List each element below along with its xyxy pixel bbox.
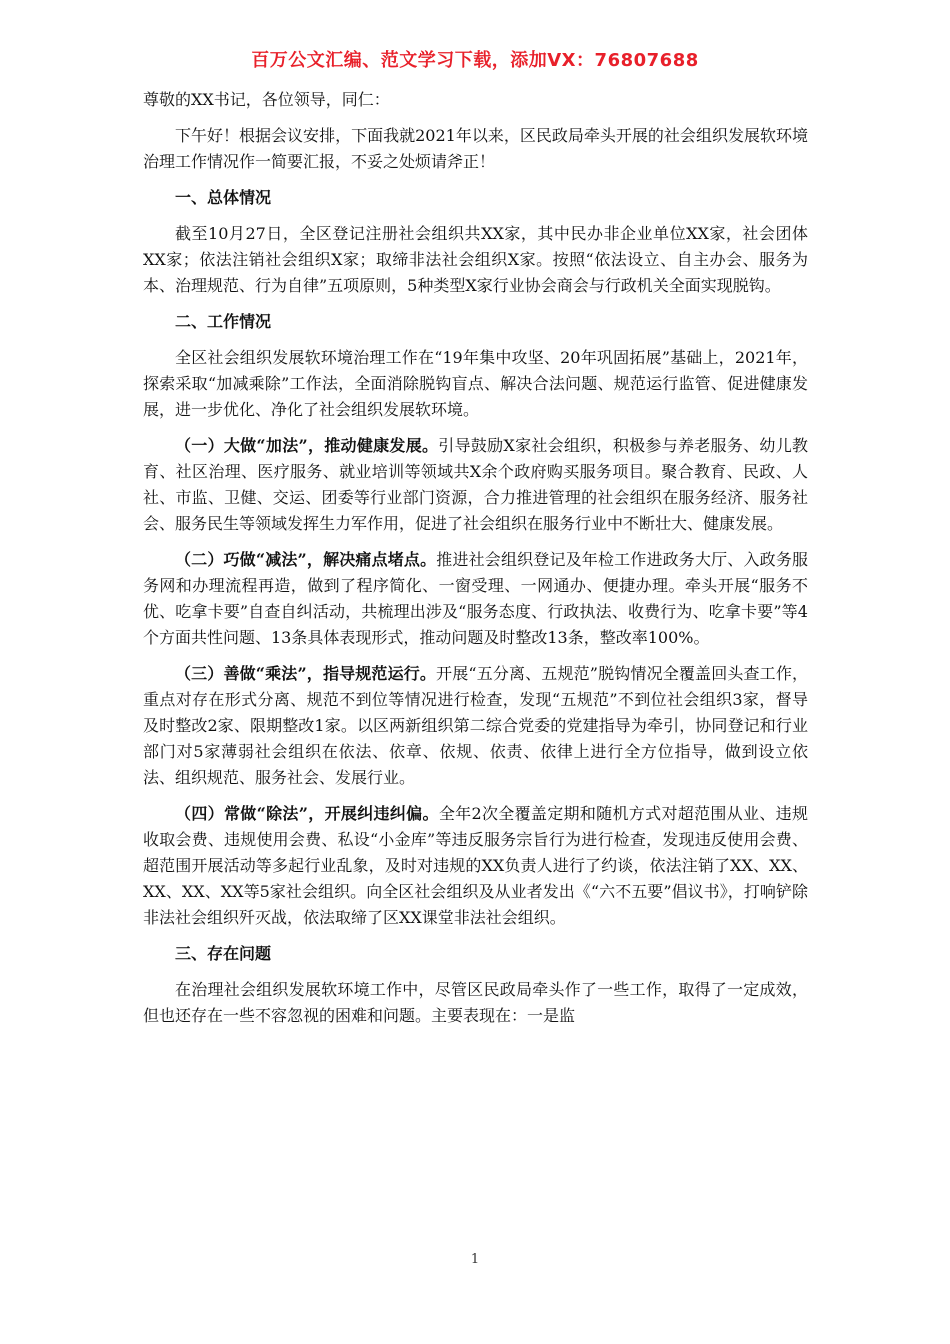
- work-item-multiplication-lead: （三）善做“乘法”，指导规范运行。: [175, 664, 437, 683]
- section-heading-problems: 三、存在问题: [175, 944, 272, 963]
- section-heading-work: 二、工作情况: [175, 312, 272, 331]
- work-item-addition: [143, 433, 808, 537]
- work-item-addition-text: 引导鼓励X家社会组织，积极参与养老服务、幼儿教育、社区治理、医疗服务、就业培训等领域共X余个政府购买服务项目。聚合教育、民政、人社、市监、卫健、交运、团委等行业部门资源，合力推进管理的社会组织在服务经济、服务社会、服务民生等领域发挥生力军作用，促进了社会组织在服务行业中不断壮大、健康发展。: [143, 436, 808, 533]
- page-number: 1: [470, 1252, 480, 1267]
- document-body: [143, 87, 808, 1039]
- work-item-subtraction: [143, 547, 808, 651]
- work-item-addition-lead: （一）大做“加法”，推动健康发展。: [175, 436, 439, 455]
- work-item-division-lead: （四）常做“除法”，开展纠违纠偏。: [175, 804, 439, 823]
- problems-paragraph: 在治理社会组织发展软环境工作中，尽管区民政局牵头作了一些工作，取得了一定成效，但也还存在一些不容忽视的困难和问题。主要表现在：一是监: [143, 980, 808, 1025]
- watermark-banner: 百万公文汇编、范文学习下载，添加VX：76807688: [251, 50, 699, 71]
- work-item-subtraction-text: 推进社会组织登记及年检工作进政务大厅、入政务服务网和办理流程再造，做到了程序简化、一窗受理、一网通办、便捷办理。牵头开展“服务不优、吃拿卡要”自查自纠活动，共梳理出涉及“服务态度、行政执法、收费行为、吃拿卡要”等4个方面共性问题、13条具体表现形式，推动问题及时整改13条，整改率100%。: [143, 550, 808, 647]
- work-item-subtraction-lead: （二）巧做“减法”，解决痛点堵点。: [175, 550, 437, 569]
- work-item-division: [143, 801, 808, 931]
- work-item-multiplication-text: 开展“五分离、五规范”脱钩情况全覆盖回头查工作，重点对存在形式分离、规范不到位等情况进行检查，发现“五规范”不到位社会组织3家，督导及时整改2家、限期整改1家。以区两新组织第二综合党委的党建指导为牵引，协同登记和行业部门对5家薄弱社会组织在依法、依章、依规、依责、依律上进行全方位指导，做到设立依法、组织规范、服务社会、发展行业。: [143, 664, 808, 787]
- work-paragraph: 全区社会组织发展软环境治理工作在“19年集中攻坚、20年巩固拓展”基础上，2021年，探索采取“加减乘除”工作法，全面消除脱钩盲点、解决合法问题、规范运行监管、促进健康发展，进一步优化、净化了社会组织发展软环境。: [143, 348, 808, 419]
- work-item-division-text: 全年2次全覆盖定期和随机方式对超范围从业、违规收取会费、违规使用会费、私设“小金库”等违反服务宗旨行为进行检查，发现违反使用会费、超范围开展活动等多起行业乱象，及时对违规的XX负责人进行了约谈，依法注销了XX、XX、XX、XX、XX等5家社会组织。向全区社会组织及从业者发出《“六不五要”倡议书》，打响铲除非法社会组织歼灭战，依法取缔了区XX课堂非法社会组织。: [143, 804, 808, 927]
- greeting: 尊敬的XX书记，各位领导，同仁：: [143, 90, 390, 109]
- intro-paragraph: 下午好！根据会议安排，下面我就2021年以来，区民政局牵头开展的社会组织发展软环境治理工作情况作一简要汇报，不妥之处烦请斧正！: [143, 126, 808, 171]
- section-heading-overview: 一、总体情况: [175, 188, 272, 207]
- work-item-multiplication: [143, 661, 808, 791]
- overview-paragraph: 截至10月27日，全区登记注册社会组织共XX家，其中民办非企业单位XX家，社会团体XX家；依法注销社会组织X家；取缔非法社会组织X家。按照“依法设立、自主办会、服务为本、治理规范、行为自律”五项原则，5种类型X家行业协会商会与行政机关全面实现脱钩。: [143, 224, 808, 295]
